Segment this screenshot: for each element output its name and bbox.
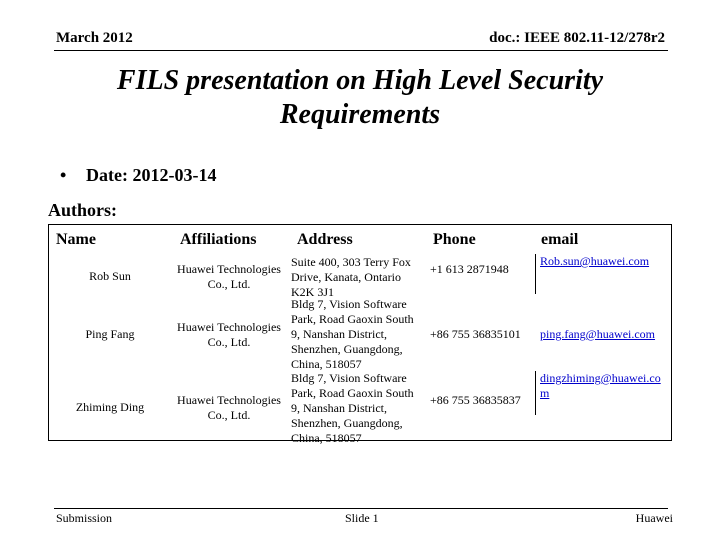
row-2-email-line-1[interactable]: ping.fang@huawei.com — [540, 327, 656, 341]
row-2-name: Ping Fang — [85, 327, 135, 341]
footer-slide-number: Slide 1 — [345, 511, 379, 525]
row-2-affiliation-line-2: Co., Ltd. — [207, 335, 251, 349]
row-1-email-link[interactable] — [540, 254, 670, 269]
row-2-affiliation — [174, 320, 284, 350]
row-2-affiliation-line-1: Huawei Technologies — [177, 320, 281, 334]
row-2-address-line-4: Shenzhen, Guangdong, — [291, 342, 403, 356]
row-3-address-line-4: Shenzhen, Guangdong, — [291, 416, 403, 430]
row-1-phone: +1 613 2871948 — [430, 262, 509, 276]
column-header-address: Address — [297, 231, 353, 248]
row-1-affiliation-line-2: Co., Ltd. — [207, 277, 251, 291]
slide-title: FILS presentation on High Level Security Requirements — [116, 65, 604, 130]
column-header-affiliations: Affiliations — [180, 231, 257, 248]
row-1-name: Rob Sun — [89, 269, 131, 283]
header-doc-id: doc.: IEEE 802.11-12/278r2 — [489, 30, 665, 46]
row-3-email-line-1[interactable]: dingzhiming@huawei.co — [540, 371, 661, 385]
row-3-affiliation — [174, 393, 284, 423]
column-header-phone: Phone — [433, 231, 476, 248]
date-bullet-line — [60, 165, 216, 186]
row-2-address-line-2: Park, Road Gaoxin South — [291, 312, 414, 326]
row-1-address — [291, 255, 426, 300]
row-3-address-line-5: China, 518057 — [291, 431, 362, 445]
row-3-phone: +86 755 36835837 — [430, 393, 521, 407]
row-2-address — [291, 297, 426, 372]
bullet-dot: • — [60, 165, 67, 185]
row-1-address-line-2: Drive, Kanata, Ontario — [291, 270, 401, 284]
row-2-address-line-3: 9, Nanshan District, — [291, 327, 387, 341]
row-2-phone: +86 755 36835101 — [430, 327, 521, 341]
date-text: Date: 2012-03-14 — [86, 165, 217, 185]
row-1-affiliation — [174, 262, 284, 292]
footer-company: Huawei — [635, 511, 673, 525]
row-3-email-line-2[interactable]: m — [540, 386, 550, 400]
row-1-address-line-3: K2K 3J1 — [291, 285, 335, 299]
row-1-affiliation-line-1: Huawei Technologies — [177, 262, 281, 276]
header-divider — [54, 50, 668, 51]
row-2-email-link[interactable] — [540, 327, 670, 342]
row-3-address — [291, 371, 426, 446]
column-header-name: Name — [56, 231, 96, 248]
footer-divider — [54, 508, 668, 509]
row-1-email-line-1[interactable]: Rob.sun@huawei.com — [540, 254, 650, 268]
row-3-address-line-3: 9, Nanshan District, — [291, 401, 387, 415]
row-2-address-line-5: China, 518057 — [291, 357, 362, 371]
row-3-email-link[interactable] — [540, 371, 670, 401]
authors-label: Authors: — [48, 200, 118, 220]
email-column-separator-2 — [535, 371, 536, 415]
row-1-address-line-1: Suite 400, 303 Terry Fox — [291, 255, 411, 269]
row-3-affiliation-line-2: Co., Ltd. — [207, 408, 251, 422]
header-date: March 2012 — [56, 30, 133, 46]
row-3-address-line-1: Bldg 7, Vision Software — [291, 371, 407, 385]
email-column-separator-1 — [535, 254, 536, 294]
row-3-address-line-2: Park, Road Gaoxin South — [291, 386, 414, 400]
row-3-affiliation-line-1: Huawei Technologies — [177, 393, 281, 407]
footer-submission: Submission — [56, 511, 113, 525]
row-3-name: Zhiming Ding — [75, 400, 145, 414]
row-2-address-line-1: Bldg 7, Vision Software — [291, 297, 407, 311]
column-header-email: email — [541, 231, 579, 248]
